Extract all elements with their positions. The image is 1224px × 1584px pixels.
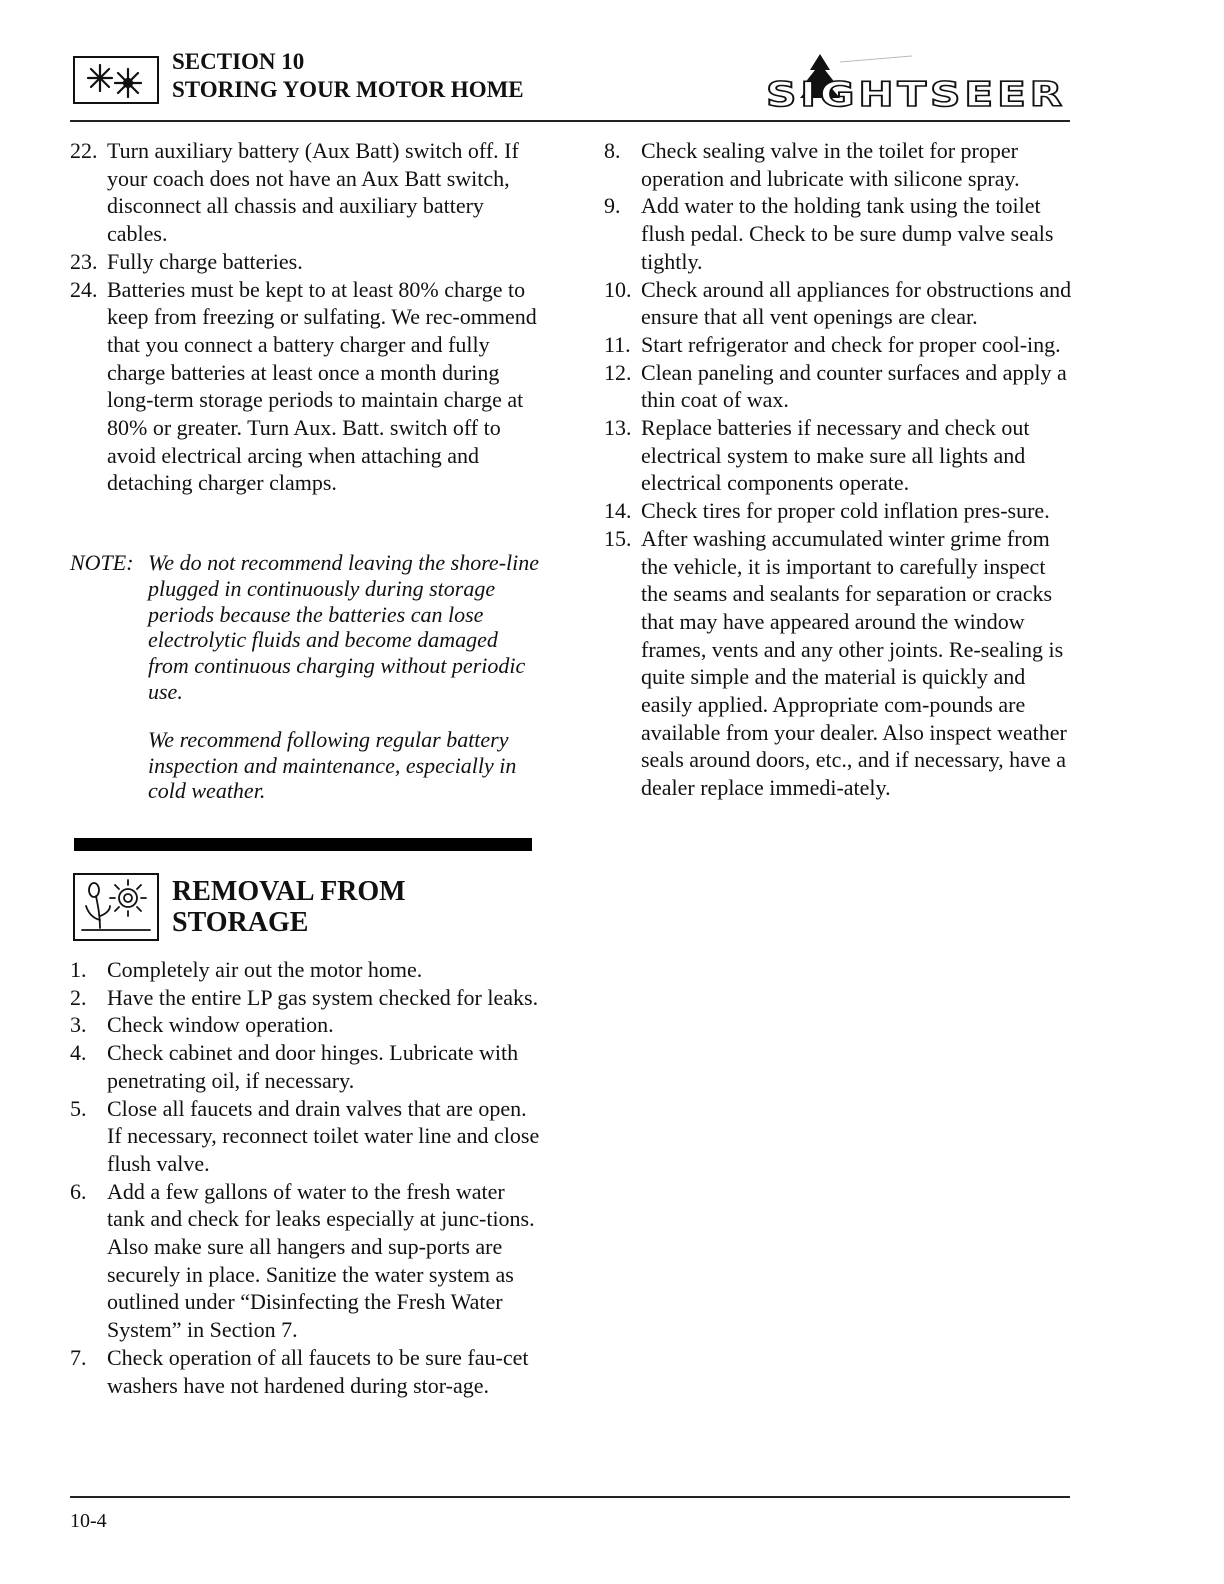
list-item [604, 497, 1074, 525]
list-item [604, 414, 1074, 497]
item-number: 5. [70, 1095, 87, 1121]
item-text: Completely air out the motor home. [107, 957, 423, 982]
item-text: Batteries must be kept to at least 80% charge to keep from freezing or sulfating. We rec-ommend that you connect a battery charger and fully charge batteries at least once a month during long-term storage periods to maintain charge at 80% or greater. Turn Aux. Batt. switch off to avoid electrical arcing when attaching and detaching charger clamps. [107, 276, 537, 496]
item-text: Have the entire LP gas system checked for leaks. [107, 984, 539, 1010]
item-text: Check around all appliances for obstructions and ensure that all vent openings are clear. [641, 276, 1072, 330]
removal-heading: REMOVAL FROM STORAGE [172, 876, 406, 938]
item-number: 24. [70, 276, 98, 302]
item-number: 8. [604, 138, 621, 163]
list-item [604, 137, 1074, 192]
list-item [70, 1011, 540, 1039]
item-text: After washing accumulated winter grime from the vehicle, it is important to carefully inspect the seams and sealants for separation or cracks that may have appeared around the window frames, vents and any other joints. Re-sealing is quite simple and the material is quickly and easily applied. Appropriate com-pounds are available from your dealer. Also inspect weather seals around doors, etc., and if necessary, have a dealer replace immedi-ately. [641, 525, 1067, 801]
item-number: 9. [604, 193, 621, 219]
section-divider-bar [74, 838, 532, 851]
logo-text: SIGHTSEER [766, 75, 1066, 110]
item-text: Check tires for proper cold inflation pres-sure. [641, 498, 1050, 524]
item-number: 3. [70, 1012, 87, 1038]
list-item [604, 525, 1074, 802]
list-item [70, 1178, 540, 1344]
list-item [70, 248, 540, 276]
item-text: Clean paneling and counter surfaces and apply a thin coat of wax. [641, 359, 1067, 413]
spring-flower-sun-icon [73, 873, 159, 941]
item-text: Check cabinet and door hinges. Lubricate with penetrating oil, if necessary. [107, 1040, 519, 1093]
item-number: 14. [604, 498, 632, 524]
list-item [70, 276, 540, 498]
item-number: 12. [604, 359, 632, 385]
list-item [604, 359, 1074, 414]
item-number: 22. [70, 138, 98, 163]
list-item [70, 137, 540, 248]
item-number: 4. [70, 1040, 87, 1066]
item-number: 23. [70, 248, 98, 274]
item-text: Fully charge batteries. [107, 248, 303, 274]
item-number: 11. [604, 331, 631, 357]
item-text: Start refrigerator and check for proper cool-ing. [641, 331, 1061, 357]
note-label: NOTE: [70, 550, 134, 575]
item-text: Check operation of all faucets to be sure fau-cet washers have not hardened during stor-age. [107, 1344, 529, 1398]
item-number: 10. [604, 276, 632, 302]
item-text: Add a few gallons of water to the fresh water tank and check for leaks especially at junc-tions. Also make sure all hangers and sup-ports are securely in place. Sanitize the water system as outlined under “Disinfecting the Fresh Water System” in Section 7. [107, 1178, 535, 1343]
item-text: Check sealing valve in the toilet for proper operation and lubricate with silicone spray. [641, 138, 1020, 191]
battery-note [70, 550, 540, 804]
winter-snowflake-icon [73, 56, 159, 104]
note-paragraph: We recommend following regular battery inspection and maintenance, especially in cold weather. [148, 726, 517, 804]
item-number: 13. [604, 415, 632, 441]
list-item [70, 956, 540, 984]
item-number: 6. [70, 1178, 87, 1204]
item-text: Add water to the holding tank using the toilet flush pedal. Check to be sure dump valve seals tightly. [641, 193, 1054, 274]
item-text: Close all faucets and drain valves that are open. If necessary, reconnect toilet water line and close flush valve. [107, 1095, 540, 1176]
note-paragraph: We do not recommend leaving the shore-line plugged in continuously during storage periods because the batteries can lose electrolytic fluids and become damaged from continuous charging without periodic use. [148, 550, 540, 704]
section-title: STORING YOUR MOTOR HOME [172, 77, 524, 102]
list-item [604, 192, 1074, 275]
item-number: 15. [604, 525, 632, 551]
page-number: 10-4 [70, 1510, 107, 1532]
list-item [70, 1095, 540, 1178]
header-rule [70, 120, 1070, 122]
item-text: Replace batteries if necessary and check out electrical system to make sure all lights and electrical components operate. [641, 415, 1030, 496]
list-item [604, 276, 1074, 331]
removal-steps-list [70, 956, 540, 1399]
section-number: SECTION 10 [172, 49, 305, 74]
item-text: Check window operation. [107, 1012, 334, 1038]
list-item [70, 1039, 540, 1094]
list-item [70, 984, 540, 1012]
item-number: 7. [70, 1344, 87, 1370]
list-item [604, 331, 1074, 359]
footer-rule [70, 1496, 1070, 1498]
storage-steps-list [70, 137, 540, 497]
item-text: Turn auxiliary battery (Aux Batt) switch off. If your coach does not have an Aux Batt switch, disconnect all chassis and auxiliary battery cables. [107, 138, 519, 247]
item-number: 1. [70, 957, 87, 982]
item-number: 2. [70, 984, 87, 1010]
removal-steps-list-continued [604, 137, 1074, 802]
list-item [70, 1344, 540, 1399]
sightseer-logo [762, 52, 1070, 110]
